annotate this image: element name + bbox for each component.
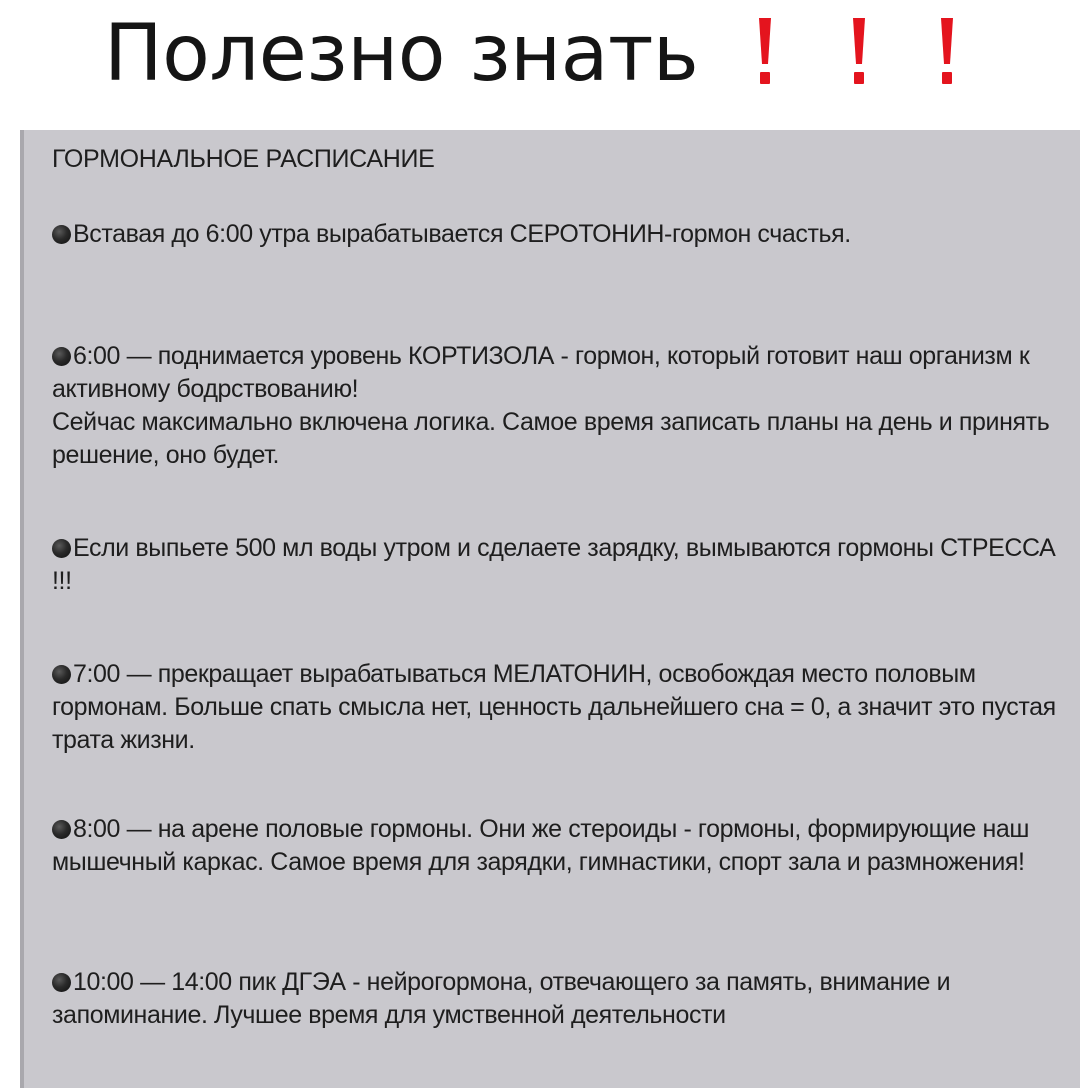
entry-text: 7:00 — прекращает вырабатываться МЕЛАТОНИН, освобождая место половым гормонам. Больше спать смысла нет, ценность дальнейшего сна = 0, а значит это пустая трата жизни. (52, 660, 1056, 754)
card-heading: ГОРМОНАЛЬНОЕ РАСПИСАНИЕ (52, 145, 435, 173)
exclamation-icon (852, 18, 866, 86)
bullet-icon (52, 820, 71, 839)
schedule-entry (52, 658, 1062, 757)
schedule-entry (52, 813, 1062, 879)
bullet-icon (52, 973, 71, 992)
exclamation-marks (758, 18, 988, 88)
schedule-entry (52, 966, 1062, 1032)
schedule-entry (52, 218, 1062, 251)
bullet-icon (52, 225, 71, 244)
entry-text: 10:00 — 14:00 пик ДГЭА - нейрогормона, отвечающего за память, внимание и запоминание. Лучшее время для умственной деятельности (52, 968, 951, 1029)
exclamation-icon (940, 18, 954, 86)
page-title: Полезно знать (104, 9, 699, 99)
schedule-entry (52, 340, 1062, 472)
bullet-icon (52, 347, 71, 366)
exclamation-icon (758, 18, 772, 86)
bullet-icon (52, 539, 71, 558)
hormone-schedule-card (20, 130, 1080, 1088)
bullet-icon (52, 665, 71, 684)
header (0, 0, 1080, 130)
entry-text: 6:00 — поднимается уровень КОРТИЗОЛА - гормон, который готовит наш организм к активному бодрствованию! Сейчас максимально включена логика. Самое время записать планы на день и принять решение, оно будет. (52, 342, 1050, 469)
entry-text: 8:00 — на арене половые гормоны. Они же стероиды - гормоны, формирующие наш мышечный каркас. Самое время для зарядки, гимнастики, спорт зала и размножения! (52, 815, 1030, 876)
entry-text: Если выпьете 500 мл воды утром и сделаете зарядку, вымываются гормоны СТРЕССА !!! (52, 534, 1056, 595)
entry-text: Вставая до 6:00 утра вырабатывается СЕРОТОНИН-гормон счастья. (73, 220, 851, 248)
schedule-entry (52, 532, 1062, 598)
